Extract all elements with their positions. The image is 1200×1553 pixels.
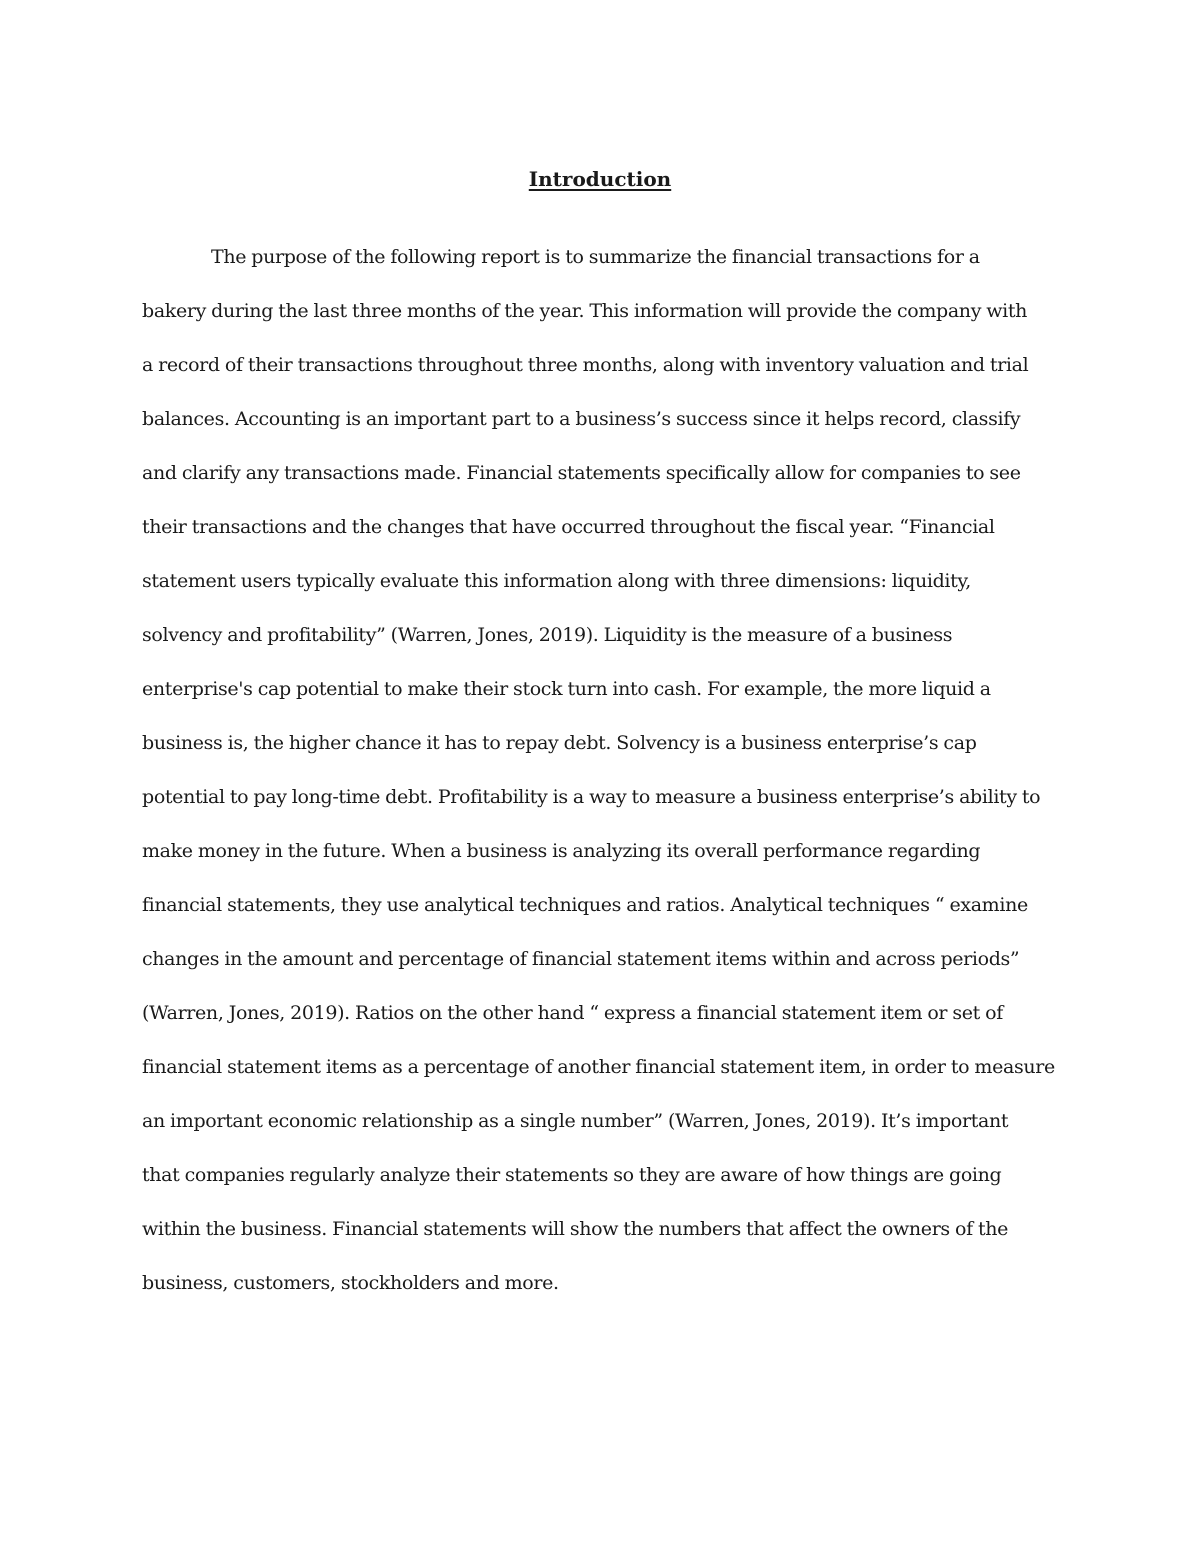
paragraph-line: make money in the future. When a business is analyzing its overall performance regarding	[142, 840, 981, 862]
introduction-paragraph	[142, 243, 1062, 1323]
paragraph-line: a record of their transactions throughout three months, along with inventory valuation and trial	[142, 354, 1029, 376]
paragraph-line: changes in the amount and percentage of financial statement items within and across periods”	[142, 948, 1020, 970]
paragraph-line: their transactions and the changes that have occurred throughout the fiscal year. “Financial	[142, 516, 995, 538]
paragraph-line: potential to pay long-time debt. Profitability is a way to measure a business enterprise’s ability to	[142, 786, 1041, 808]
paragraph-line: bakery during the last three months of the year. This information will provide the company with	[142, 300, 1028, 322]
paragraph-line: an important economic relationship as a single number” (Warren, Jones, 2019). It’s important	[142, 1110, 1009, 1132]
paragraph-line: within the business. Financial statements will show the numbers that affect the owners of the	[142, 1218, 1009, 1240]
paragraph-line: business, customers, stockholders and more.	[142, 1272, 559, 1294]
paragraph-line: balances. Accounting is an important part to a business’s success since it helps record, classify	[142, 408, 1021, 430]
paragraph-line: statement users typically evaluate this information along with three dimensions: liquidity,	[142, 570, 971, 592]
paragraph-line: The purpose of the following report is to summarize the financial transactions for a	[211, 246, 980, 268]
paragraph-line: financial statements, they use analytical techniques and ratios. Analytical techniques “ examine	[142, 894, 1028, 916]
paragraph-line: business is, the higher chance it has to repay debt. Solvency is a business enterprise’s cap	[142, 732, 977, 754]
paragraph-line: enterprise's cap potential to make their stock turn into cash. For example, the more liquid a	[142, 678, 991, 700]
paragraph-line: that companies regularly analyze their statements so they are aware of how things are going	[142, 1164, 1002, 1186]
paragraph-line: and clarify any transactions made. Financial statements specifically allow for companies to see	[142, 462, 1021, 484]
section-heading-text: Introduction	[528, 167, 672, 191]
paragraph-line: (Warren, Jones, 2019). Ratios on the other hand “ express a financial statement item or set of	[142, 1002, 1003, 1024]
section-heading	[0, 164, 1200, 194]
paragraph-line: solvency and profitability” (Warren, Jones, 2019). Liquidity is the measure of a business	[142, 624, 953, 646]
paragraph-line: financial statement items as a percentage of another financial statement item, in order to measure	[142, 1056, 1055, 1078]
